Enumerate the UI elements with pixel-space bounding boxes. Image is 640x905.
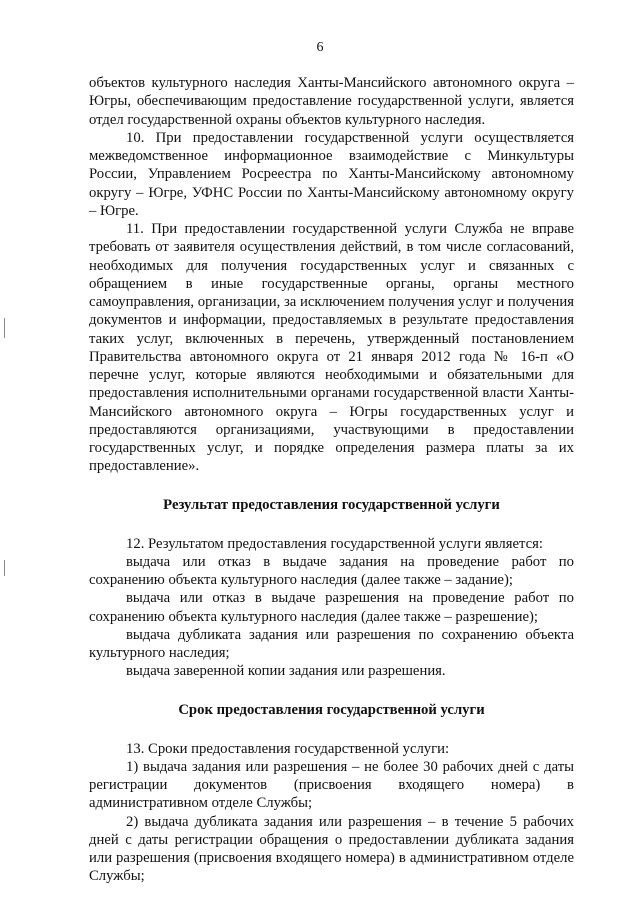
paragraph-item-13: 13. Сроки предоставления государственной услуги: — [126, 740, 450, 757]
paragraph: выдача или отказ в выдаче задания на проведение работ по сохранению объекта культурного наследия (далее также – задание); — [89, 553, 574, 588]
paragraph: выдача заверенной копии задания или разрешения. — [126, 663, 446, 680]
paragraph-item-10: 10. При предоставлении государственной услуги осуществляется межведомственное информационное взаимодействие с Минкультуры России, Управлением Росреестра по Ханты-Мансийскому автономному округу – Югре, УФНС России по Ханты-Мансийскому автономному округу – Югре. — [89, 129, 574, 219]
paragraph: 2) выдача дубликата задания или разрешения – в течение 5 рабочих дней с даты регистрации обращения о предоставлении дубликата задания или разрешения (присвоения входящего номера) в административном отделе Службы; — [89, 813, 574, 885]
paragraph: 1) выдача задания или разрешения – не более 30 рабочих дней с даты регистрации документов (присвоения входящего номера) в административном отделе Службы; — [89, 758, 574, 812]
page-number: 6 — [316, 40, 324, 55]
section-heading-term: Срок предоставления государственной услуги — [178, 701, 485, 718]
paragraph: объектов культурного наследия Ханты-Мансийского автономного округа – Югры, обеспечивающим предоставление государственной услуги, является отдел государственной охраны объектов культурного наследия. — [89, 75, 574, 128]
document-body — [89, 74, 574, 886]
paragraph: выдача или отказ в выдаче разрешения на проведение работ по сохранению объекта культурного наследия (далее также – разрешение); — [89, 590, 574, 625]
scan-margin-mark — [4, 560, 5, 576]
paragraph: выдача дубликата задания или разрешения по сохранению объекта культурного наследия; — [89, 626, 574, 661]
paragraph-item-11: 11. При предоставлении государственной услуги Служба не вправе требовать от заявителя осуществления действий, в том числе согласований, необходимых для получения государственных услуг и связанных с обращением в иные государственные органы, органы местного самоуправления, организации, за исключением получения услуг и получения документов и информации, предоставляемых в результате предоставления таких услуг, включенных в перечень, утвержденный постановлением Правительства автономного округа от 21 января 2012 года № 16-п «О перечне услуг, которые являются необходимыми и обязательными для предоставления исполнительными органами государственной власти Ханты-Мансийского автономного округа – Югры государственных услуг и предоставляются организациями, участвующими в предоставлении государственных услуг, и порядке определения размера платы за их предоставление». — [89, 221, 574, 475]
paragraph-item-12: 12. Результатом предоставления государственной услуги является: — [126, 535, 543, 552]
scan-margin-mark — [4, 318, 5, 338]
section-heading-result: Результат предоставления государственной услуги — [163, 496, 500, 513]
